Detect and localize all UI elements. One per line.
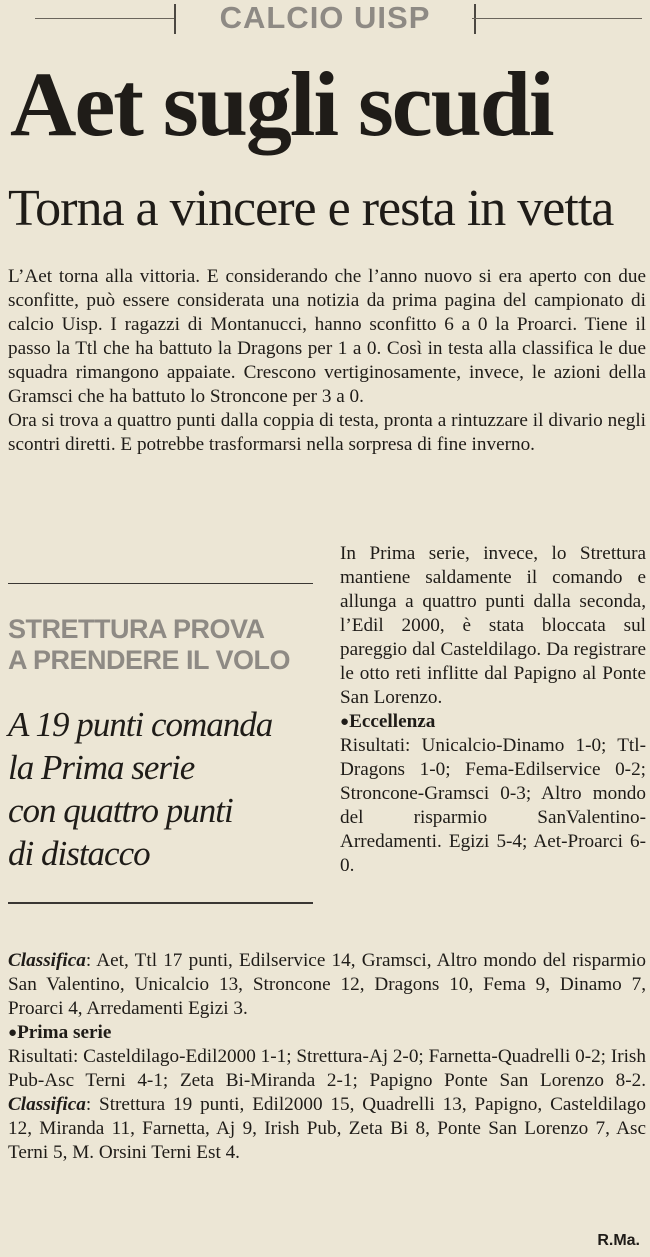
kicker-tick-right xyxy=(474,4,476,34)
intro-paragraph: L’Aet torna alla vittoria. E considerando che l’anno nuovo si era aperto con due sconfitte, può essere considerata una notizia da prima pagina del campionato di calcio Uisp. I ragazzi di Montanucci, hanno sconfitto 6 a 0 la Proarci. Tiene il passo la Ttl che ha battuto la Dragons per 1 a 0. Così in testa alla classifica le due squadra rimangono appaiate. Crescono vertiginosamente, invece, le azioni della Gramsci che ha battuto lo Stroncone per 3 a 0. xyxy=(8,266,646,407)
sidebar-title xyxy=(8,614,308,676)
results-block xyxy=(8,949,646,1165)
standings-label: Classifica xyxy=(8,1094,86,1115)
section-kicker: CALCIO UISP xyxy=(219,0,431,35)
prima-serie-heading xyxy=(8,1021,646,1045)
sidebar-title-line: STRETTURA PROVA xyxy=(8,614,265,644)
sidebar-bottom-rule xyxy=(8,902,313,904)
sidebar-title-line: A PRENDERE IL VOLO xyxy=(8,645,291,675)
standings-label: Classifica xyxy=(8,950,86,971)
section-kicker-row xyxy=(0,0,650,40)
sidebar-deck-line: la Prima serie xyxy=(8,748,195,787)
sidebar-deck-line: A 19 punti comanda xyxy=(8,705,273,744)
eccellenza-heading xyxy=(340,710,646,734)
prima-serie-standings-text: : Strettura 19 punti, Edil2000 15, Quadrelli 13, Papigno, Casteldilago 12, Miranda 11, Farnetta, Aj 9, Irish Pub, Zeta Bi 8, Ponte San Lorenzo 7, Asc Terni 5, M. Orsini Terni Est 4. xyxy=(8,1094,646,1163)
prima-serie-paragraph: In Prima serie, invece, lo Strettura mantiene saldamente il comando e allunga a quattro punti dalla seconda, l’Edil 2000, è stata bloccata sul pareggio dal Casteldilago. Da registrare le otto reti inflitte dal Papigno al Ponte San Lorenzo. xyxy=(340,543,646,708)
eccellenza-results: Risultati: Unicalcio-Dinamo 1-0; Ttl-Dragons 1-0; Fema-Edilservice 0-2; Stroncone-Gramsci 0-3; Altro mondo del risparmio SanValentino-Arredamenti. Egizi 5-4; Aet-Proarci 6-0. xyxy=(340,735,646,876)
eccellenza-standings xyxy=(8,949,646,1021)
sidebar-deck-line: di distacco xyxy=(8,834,150,873)
right-column xyxy=(340,542,646,878)
subheadline: Torna a vincere e resta in vetta xyxy=(8,180,614,237)
sidebar-top-rule xyxy=(8,583,313,584)
author-signature: R.Ma. xyxy=(597,1232,640,1249)
article-intro xyxy=(8,265,646,457)
prima-serie-results-text: Risultati: Casteldilago-Edil2000 1-1; Strettura-Aj 2-0; Farnetta-Quadrelli 0-2; Irish Pub-Asc Terni 4-1; Zeta Bi-Miranda 2-1; Papigno Ponte San Lorenzo 8-2. xyxy=(8,1046,646,1091)
intro-paragraph: Ora si trova a quattro punti dalla coppia di testa, pronta a rintuzzare il divario negli scontri diretti. E potrebbe trasformarsi nella sorpresa di fine inverno. xyxy=(8,410,646,455)
headline: Aet sugli scudi xyxy=(10,53,553,155)
prima-serie-title: Prima serie xyxy=(17,1022,112,1043)
eccellenza-standings-text: : Aet, Ttl 17 punti, Edilservice 14, Gramsci, Altro mondo del risparmio San Valentino, Unicalcio 13, Stroncone 12, Dragons 10, Fema 9, Dinamo 7, Proarci 4, Arredamenti Egizi 3. xyxy=(8,950,646,1019)
kicker-rule-left xyxy=(35,18,175,19)
prima-serie-results xyxy=(8,1045,646,1165)
sidebar-deck-line: con quattro punti xyxy=(8,791,233,830)
kicker-tick-left xyxy=(174,4,176,34)
sidebar-deck xyxy=(8,703,313,875)
eccellenza-title: Eccellenza xyxy=(349,711,436,732)
bullet-icon: ● xyxy=(340,714,350,730)
bullet-icon: ● xyxy=(8,1025,18,1041)
kicker-rule-right xyxy=(472,18,642,19)
